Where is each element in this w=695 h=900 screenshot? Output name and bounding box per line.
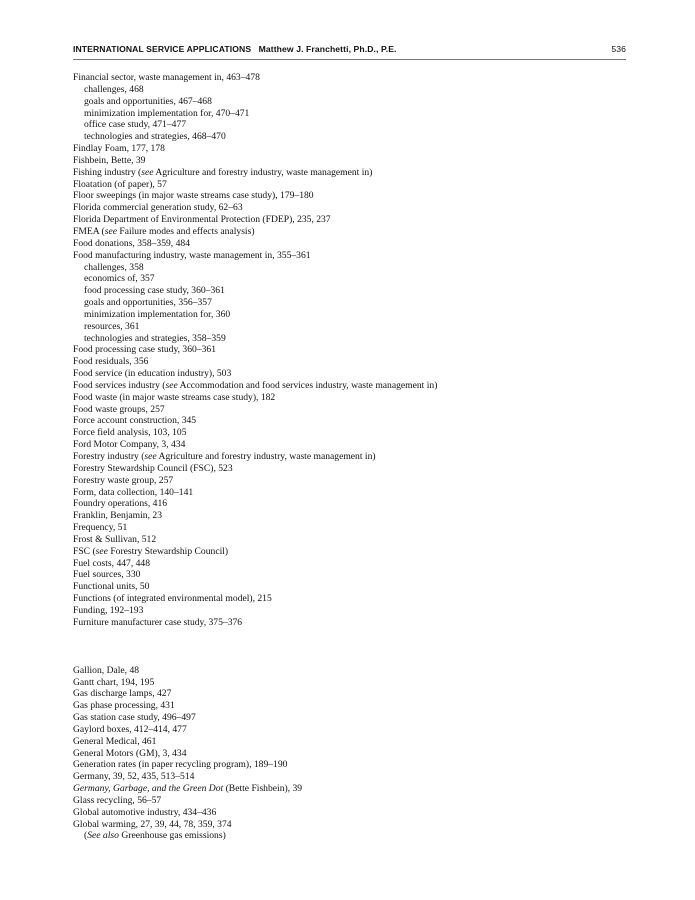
entry-text: Fuel costs, 447, 448 [73, 557, 151, 569]
entry-text: Financial sector, waste management in, 463–478 [73, 72, 260, 83]
index-entry [73, 143, 633, 155]
entry-text: Gaylord boxes, 412–414, 477 [73, 723, 187, 735]
entry-text: General Medical, 461 [73, 735, 157, 747]
index-subentry [73, 333, 633, 345]
entry-see: see [144, 451, 157, 462]
entry-text: Functional units, 50 [73, 581, 150, 593]
entry-text: Gallion, Dale, 48 [73, 664, 140, 676]
index-entry [73, 558, 633, 570]
index-entry [73, 451, 633, 463]
entry-see: see [141, 166, 154, 178]
index-subentry [73, 273, 633, 285]
entry-post: Forestry Stewardship Council) [107, 545, 229, 557]
index-entry [73, 238, 633, 250]
index-entry [73, 226, 633, 238]
index-entry [73, 700, 633, 712]
entry-text: Gas discharge lamps, 427 [73, 688, 172, 700]
index-body [73, 72, 633, 842]
index-section-g [73, 665, 633, 843]
entry-text: technologies and strategies, 468–470 [84, 131, 226, 143]
index-entry [73, 214, 633, 226]
entry-text: Food processing case study, 360–361 [73, 344, 217, 356]
entry-see: see [104, 225, 117, 237]
index-entry [73, 510, 633, 522]
entry-text: Fishbein, Bette, 39 [73, 154, 146, 166]
index-entry [73, 72, 633, 84]
entry-post: Accommodation and food services industry, waste management in) [177, 379, 438, 391]
entry-see: see [165, 379, 178, 391]
entry-text: Fuel sources, 330 [73, 569, 141, 581]
entry-see: see [95, 545, 108, 557]
index-subentry [73, 262, 633, 274]
entry-text: Force field analysis, 103, 105 [73, 427, 187, 439]
entry-text: General Motors (GM), 3, 434 [73, 747, 187, 759]
entry-text: Foundry operations, 416 [73, 498, 168, 510]
index-entry [73, 748, 633, 760]
index-entry [73, 795, 633, 807]
entry-text: Generation rates (in paper recycling program), 189–190 [73, 759, 288, 771]
entry-pre: ( [84, 830, 88, 842]
index-entry [73, 665, 633, 677]
entry-post: Agriculture and forestry industry, waste management in) [156, 451, 376, 462]
index-entry [73, 522, 633, 534]
index-entry [73, 167, 633, 179]
entry-text: Functions (of integrated environmental model), 215 [73, 593, 272, 605]
entry-text: Global warming, 27, 39, 44, 78, 359, 374 [73, 818, 232, 830]
index-subentry [73, 309, 633, 321]
index-entry [73, 569, 633, 581]
entry-text: resources, 361 [84, 320, 140, 332]
entry-italic: Germany, Garbage, and the Green Dot [73, 783, 224, 795]
entry-text: goals and opportunities, 356–357 [84, 297, 212, 309]
index-entry [73, 534, 633, 546]
index-entry [73, 463, 633, 475]
index-subentry [73, 108, 633, 120]
index-entry [73, 605, 633, 617]
index-subentry [73, 96, 633, 108]
entry-text: Furniture manufacturer case study, 375–376 [73, 616, 243, 628]
entry-pre: FSC ( [73, 545, 96, 557]
index-entry [73, 380, 633, 392]
index-entry [73, 783, 633, 795]
header-title: INTERNATIONAL SERVICE APPLICATIONS [73, 44, 252, 54]
entry-post: (Bette Fishbein), 39 [223, 783, 303, 795]
entry-text: Glass recycling, 56–57 [73, 794, 162, 806]
index-entry [73, 487, 633, 499]
entry-text: Food waste groups, 257 [73, 403, 165, 415]
entry-text: Germany, 39, 52, 435, 513–514 [73, 771, 195, 783]
entry-text: Ford Motor Company, 3, 434 [73, 439, 186, 451]
index-subentry [73, 285, 633, 297]
entry-text: food processing case study, 360–361 [84, 285, 225, 297]
index-entry [73, 415, 633, 427]
index-entry [73, 819, 633, 831]
entry-text: challenges, 358 [84, 261, 144, 273]
entry-text: Gantt chart, 194, 195 [73, 676, 155, 688]
index-entry [73, 344, 633, 356]
index-entry [73, 202, 633, 214]
index-subentry [73, 321, 633, 333]
entry-text: office case study, 471–477 [84, 119, 187, 131]
entry-text: Frost & Sullivan, 512 [73, 533, 157, 545]
entry-text: Franklin, Benjamin, 23 [73, 510, 162, 522]
index-entry [73, 439, 633, 451]
section-gap [73, 629, 633, 665]
entry-text: Frequency, 51 [73, 522, 128, 534]
index-entry [73, 190, 633, 202]
index-entry [73, 688, 633, 700]
entry-text: challenges, 468 [84, 83, 144, 95]
index-entry [73, 427, 633, 439]
entry-post: Agriculture and forestry industry, waste management in) [153, 166, 373, 178]
entry-text: Gas station case study, 496–497 [73, 712, 196, 724]
index-entry [73, 179, 633, 191]
index-entry [73, 250, 633, 262]
index-entry [73, 392, 633, 404]
entry-text: Food manufacturing industry, waste management in, 355–361 [73, 249, 311, 261]
entry-pre: Fishing industry ( [73, 166, 142, 178]
index-entry [73, 368, 633, 380]
entry-text: Food residuals, 356 [73, 356, 149, 368]
entry-text: Floatation (of paper), 57 [73, 178, 167, 190]
index-entry [73, 581, 633, 593]
index-subentry [73, 84, 633, 96]
entry-text: Forestry Stewardship Council (FSC), 523 [73, 462, 233, 474]
index-subentry [73, 119, 633, 131]
entry-text: Funding, 192–193 [73, 604, 144, 616]
header-author: Matthew J. Franchetti, Ph.D., P.E. [258, 44, 397, 54]
entry-pre: Forestry industry ( [73, 451, 145, 462]
index-entry [73, 771, 633, 783]
entry-text: minimization implementation for, 470–471 [84, 107, 250, 119]
entry-text: goals and opportunities, 467–468 [84, 95, 212, 107]
entry-text: Food waste (in major waste streams case study), 182 [73, 391, 276, 403]
entry-post: Greenhouse gas emissions) [118, 830, 226, 842]
entry-text: Food donations, 358–359, 484 [73, 237, 190, 249]
entry-pre: Food services industry ( [73, 379, 166, 391]
entry-text: technologies and strategies, 358–359 [84, 332, 226, 344]
entry-text: Global automotive industry, 434–436 [73, 806, 217, 818]
entry-text: Form, data collection, 140–141 [73, 486, 194, 498]
index-entry [73, 617, 633, 629]
entry-text: economics of, 357 [84, 273, 155, 285]
index-section-f [73, 72, 633, 629]
index-entry [73, 155, 633, 167]
index-entry [73, 546, 633, 558]
entry-text: Floor sweepings (in major waste streams case study), 179–180 [73, 190, 314, 202]
entry-pre: FMEA ( [73, 225, 105, 237]
entry-text: Gas phase processing, 431 [73, 700, 175, 712]
entry-text: Florida commercial generation study, 62–63 [73, 202, 243, 214]
entry-text: Findlay Foam, 177, 178 [73, 143, 165, 155]
entry-text: Force account construction, 345 [73, 415, 197, 427]
index-entry [73, 736, 633, 748]
entry-post: Failure modes and effects analysis) [116, 225, 255, 237]
index-entry [73, 498, 633, 510]
index-entry [73, 677, 633, 689]
header-rule [73, 59, 626, 60]
index-entry [73, 724, 633, 736]
index-subentry [73, 830, 633, 842]
entry-see: See also [87, 830, 119, 842]
index-subentry [73, 297, 633, 309]
entry-text: minimization implementation for, 360 [84, 308, 231, 320]
index-entry [73, 475, 633, 487]
index-entry [73, 712, 633, 724]
index-entry [73, 356, 633, 368]
index-entry [73, 593, 633, 605]
entry-text: Forestry waste group, 257 [73, 474, 174, 486]
page-number: 536 [611, 44, 626, 54]
index-entry [73, 404, 633, 416]
entry-text: Florida Department of Environmental Protection (FDEP), 235, 237 [73, 214, 331, 226]
entry-text: Food service (in education industry), 503 [73, 368, 232, 380]
index-subentry [73, 131, 633, 143]
running-header [73, 44, 626, 54]
index-entry [73, 759, 633, 771]
index-entry [73, 807, 633, 819]
